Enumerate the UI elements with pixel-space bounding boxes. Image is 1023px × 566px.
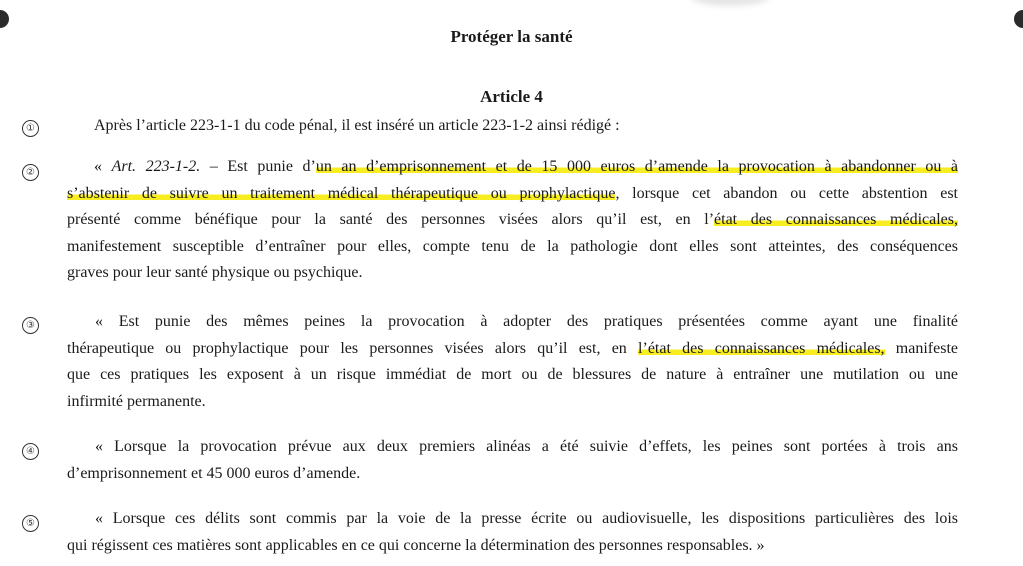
paragraph-line: qui régissent ces matières sont applicables en ce qui concerne la détermination des personnes responsables. » bbox=[67, 536, 765, 554]
paragraph-5 bbox=[67, 506, 958, 559]
paragraph-number: ⑤ bbox=[22, 515, 39, 532]
highlighted-text: un an d’emprisonnement et de 15 000 euros d’amende la provocation à abandonner ou à bbox=[315, 158, 959, 175]
paragraph-line: que ces pratiques les exposent à un risque immédiat de mort ou de blessures de nature à entraîner une mutilation ou une bbox=[67, 366, 958, 383]
left-edge-dot bbox=[0, 10, 9, 28]
paragraph-number: ② bbox=[22, 164, 39, 181]
paragraph-line: Après l’article 223-1-1 du code pénal, il est inséré un article 223-1-2 ainsi rédigé : bbox=[94, 117, 620, 134]
paragraph-line: thérapeutique ou prophylactique pour les personnes visées alors qu’il est, en l’état des connaissances médicales, manifeste bbox=[67, 339, 958, 357]
paragraph-line: d’emprisonnement et 45 000 euros d’amende. bbox=[67, 464, 361, 482]
paragraph-line: s’abstenir de suivre un traitement médical thérapeutique ou prophylactique, lorsque cet abandon ou cette abstention est bbox=[67, 184, 959, 202]
highlighted-text: s’abstenir de suivre un traitement médical thérapeutique ou prophylactique bbox=[67, 184, 616, 202]
right-edge-dot bbox=[1014, 10, 1023, 28]
paragraph-line: graves pour leur santé physique ou psychique. bbox=[67, 264, 363, 281]
paragraph-line: « Lorsque la provocation prévue aux deux premiers alinéas a été suivie d’effets, les peines sont portées à trois ans bbox=[95, 438, 958, 455]
paragraph-line: « Est punie des mêmes peines la provocation à adopter des pratiques présentées comme ayant une finalité bbox=[95, 313, 958, 330]
paragraph-line: « Lorsque ces délits sont commis par la voie de la presse écrite ou audiovisuelle, les dispositions particulières des lois bbox=[95, 510, 958, 527]
article-reference: Art. 223-1-2. bbox=[111, 158, 201, 175]
paragraph-number: ④ bbox=[22, 443, 39, 460]
paragraph-line: manifestement susceptible d’entraîner pour elles, compte tenu de la pathologie dont elles sont atteintes, des conséquences bbox=[67, 237, 958, 255]
highlighted-text: état des connaissances médicales, bbox=[714, 211, 958, 228]
article-title: Article 4 bbox=[480, 87, 543, 106]
paragraph-3 bbox=[67, 309, 958, 415]
highlighted-text: l’état des connaissances médicales, bbox=[638, 339, 885, 357]
top-shadow bbox=[690, 0, 770, 6]
section-title: Protéger la santé bbox=[450, 27, 573, 46]
paragraph-number: ① bbox=[22, 120, 39, 137]
paragraph-line: présenté comme bénéfique pour la santé des personnes visées alors qu’il est, en l’état des connaissances médicales, bbox=[67, 211, 958, 228]
paragraph-line: infirmité permanente. bbox=[67, 392, 206, 410]
paragraph-4 bbox=[67, 434, 958, 487]
paragraph-2 bbox=[67, 154, 958, 287]
paragraph-number: ③ bbox=[22, 317, 39, 334]
paragraph-line: « Art. 223-1-2. – Est punie d’un an d’emprisonnement et de 15 000 euros d’amende la provocation à abandonner ou à bbox=[94, 158, 959, 175]
paragraph-1 bbox=[67, 113, 958, 140]
